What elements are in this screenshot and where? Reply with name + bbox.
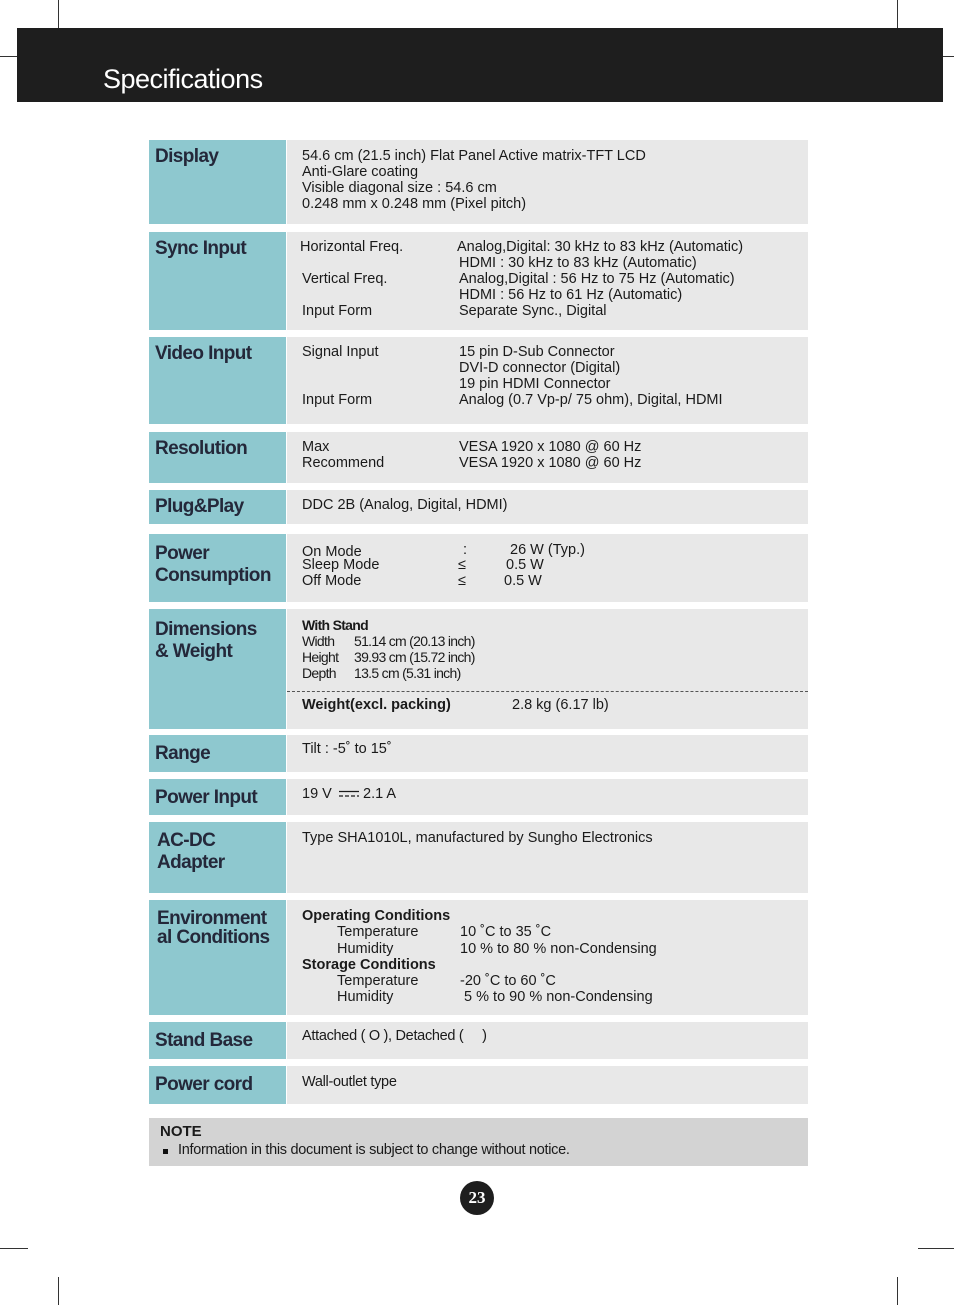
spec-label: Environment al Conditions bbox=[149, 900, 286, 1015]
spec-label: Range bbox=[149, 735, 286, 772]
spec-text: Max bbox=[302, 439, 330, 455]
page-title: Specifications bbox=[103, 64, 263, 94]
crop-mark bbox=[0, 1248, 28, 1249]
spec-subtitle: Operating Conditions bbox=[302, 908, 451, 924]
note-box bbox=[149, 1118, 808, 1166]
spec-text: -20 ˚C to 60 ˚C bbox=[460, 973, 556, 989]
crop-mark bbox=[918, 1248, 954, 1249]
spec-label: AC-DC Adapter bbox=[149, 822, 286, 893]
spec-row-power-consumption bbox=[149, 534, 808, 602]
spec-text: HDMI : 56 Hz to 61 Hz (Automatic) bbox=[459, 287, 683, 303]
crop-mark bbox=[897, 0, 898, 28]
spec-value bbox=[287, 779, 808, 815]
spec-text: 0.5 W bbox=[506, 557, 544, 573]
spec-label: Stand Base bbox=[149, 1022, 286, 1059]
spec-row-plug-play bbox=[149, 490, 808, 524]
spec-text: 26 W (Typ.) bbox=[510, 542, 585, 558]
spec-text: Signal Input bbox=[302, 344, 379, 360]
spec-text: Horizontal Freq. bbox=[300, 239, 404, 255]
spec-text: 0.5 W bbox=[504, 573, 542, 589]
note-title: NOTE bbox=[160, 1123, 202, 1140]
note-text: Information in this document is subject to change without notice. bbox=[178, 1142, 570, 1158]
spec-text: Height bbox=[302, 649, 339, 665]
spec-symbol: ≤ bbox=[458, 573, 466, 589]
spec-text: 0.248 mm x 0.248 mm (Pixel pitch) bbox=[302, 196, 527, 212]
spec-label: Sync Input bbox=[149, 232, 286, 330]
spec-text: Weight(excl. packing) bbox=[302, 697, 451, 713]
spec-value bbox=[287, 232, 808, 330]
spec-text: 5 % to 90 % non-Condensing bbox=[460, 989, 653, 1005]
spec-value bbox=[287, 822, 808, 893]
spec-label: Dimensions & Weight bbox=[149, 609, 286, 729]
spec-value bbox=[287, 1066, 808, 1104]
spec-text: 39.93 cm (15.72 inch) bbox=[354, 649, 475, 665]
spec-text: Wall-outlet type bbox=[302, 1074, 397, 1090]
spec-label: Resolution bbox=[149, 432, 286, 483]
spec-text: 51.14 cm (20.13 inch) bbox=[354, 633, 475, 649]
spec-text: Recommend bbox=[302, 455, 385, 471]
crop-mark bbox=[897, 1277, 898, 1305]
spec-label: Power Input bbox=[149, 779, 286, 815]
spec-text: 19 V bbox=[302, 786, 332, 802]
spec-value bbox=[287, 609, 808, 729]
spec-text: Off Mode bbox=[302, 573, 362, 589]
spec-text: DVI-D connector (Digital) bbox=[459, 360, 621, 376]
spec-text: 13.5 cm (5.31 inch) bbox=[354, 665, 461, 681]
spec-row-video-input bbox=[149, 337, 808, 424]
spec-text: Temperature bbox=[337, 973, 419, 989]
spec-value bbox=[287, 337, 808, 424]
page-number: 23 bbox=[460, 1181, 494, 1215]
spec-label: Plug&Play bbox=[149, 490, 286, 524]
spec-text: 15 pin D-Sub Connector bbox=[459, 344, 615, 360]
crop-mark bbox=[0, 56, 17, 57]
spec-text: Depth bbox=[302, 665, 336, 681]
spec-text: 19 pin HDMI Connector bbox=[459, 376, 611, 392]
spec-text: VESA 1920 x 1080 @ 60 Hz bbox=[459, 439, 642, 455]
spec-row-dimensions bbox=[149, 609, 808, 729]
spec-text: 10 % to 80 % non-Condensing bbox=[460, 941, 657, 957]
spec-row-sync-input bbox=[149, 232, 808, 330]
spec-value bbox=[287, 900, 808, 1015]
crop-mark bbox=[58, 0, 59, 28]
crop-mark bbox=[58, 1277, 59, 1305]
spec-symbol: : bbox=[463, 542, 468, 558]
spec-text: 2.8 kg (6.17 lb) bbox=[512, 697, 609, 713]
spec-value bbox=[287, 140, 808, 224]
spec-value bbox=[287, 534, 808, 602]
spec-text: 10 ˚C to 35 ˚C bbox=[460, 924, 552, 940]
spec-symbol: ≤ bbox=[458, 557, 466, 573]
spec-label: Power cord bbox=[149, 1066, 286, 1104]
spec-text: Humidity bbox=[337, 941, 394, 957]
bullet-icon bbox=[163, 1149, 168, 1154]
spec-text: Separate Sync., Digital bbox=[459, 303, 607, 319]
spec-text: 54.6 cm (21.5 inch) Flat Panel Active matrix-TFT LCD bbox=[302, 148, 646, 164]
spec-text: 2.1 A bbox=[363, 786, 397, 802]
spec-text: Input Form bbox=[302, 303, 373, 319]
spec-text: Input Form bbox=[302, 392, 373, 408]
spec-text: On Mode bbox=[302, 544, 362, 560]
spec-text: Temperature bbox=[337, 924, 419, 940]
spec-value bbox=[287, 735, 808, 772]
spec-text: Tilt : -5˚ to 15˚ bbox=[302, 741, 392, 757]
spec-text: Sleep Mode bbox=[302, 557, 380, 573]
spec-text: Anti-Glare coating bbox=[302, 164, 419, 180]
spec-row-power-cord bbox=[149, 1066, 808, 1104]
spec-row-stand-base bbox=[149, 1022, 808, 1059]
spec-value bbox=[287, 1022, 808, 1059]
spec-text: HDMI : 30 kHz to 83 kHz (Automatic) bbox=[459, 255, 697, 271]
spec-text: Width bbox=[302, 633, 335, 649]
spec-text: Attached ( O ), Detached ( ) bbox=[302, 1028, 487, 1044]
spec-text: Visible diagonal size : 54.6 cm bbox=[302, 180, 497, 196]
spec-subtitle: With Stand bbox=[302, 617, 368, 633]
spec-label: Display bbox=[149, 140, 286, 224]
spec-text: Analog,Digital: 30 kHz to 83 kHz (Automatic) bbox=[457, 239, 744, 255]
spec-text: VESA 1920 x 1080 @ 60 Hz bbox=[459, 455, 642, 471]
spec-row-range bbox=[149, 735, 808, 772]
spec-text: Humidity bbox=[337, 989, 394, 1005]
spec-row-display bbox=[149, 140, 808, 224]
spec-row-resolution bbox=[149, 432, 808, 483]
spec-text: Vertical Freq. bbox=[302, 271, 388, 287]
spec-text: Analog,Digital : 56 Hz to 75 Hz (Automatic) bbox=[459, 271, 735, 287]
spec-row-power-input bbox=[149, 779, 808, 815]
spec-row-environment bbox=[149, 900, 808, 1015]
spec-label: Power Consumption bbox=[149, 534, 286, 602]
spec-text: Type SHA1010L, manufactured by Sungho Electronics bbox=[302, 830, 653, 846]
spec-text: DDC 2B (Analog, Digital, HDMI) bbox=[302, 497, 508, 513]
divider bbox=[287, 691, 808, 692]
dc-symbol-icon bbox=[339, 790, 359, 798]
page-header bbox=[17, 28, 943, 102]
crop-mark bbox=[943, 56, 954, 57]
spec-value bbox=[287, 490, 808, 524]
spec-label: Video Input bbox=[149, 337, 286, 424]
spec-subtitle: Storage Conditions bbox=[302, 957, 436, 973]
spec-row-adapter bbox=[149, 822, 808, 893]
spec-value bbox=[287, 432, 808, 483]
spec-text: Analog (0.7 Vp-p/ 75 ohm), Digital, HDMI bbox=[459, 392, 723, 408]
